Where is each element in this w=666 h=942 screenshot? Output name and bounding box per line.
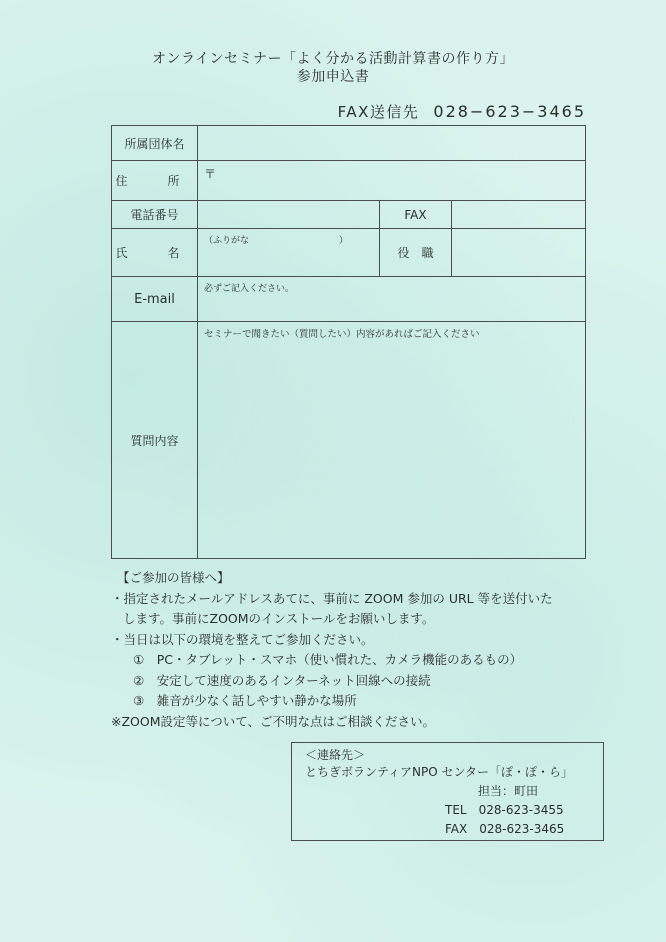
name-field[interactable]	[198, 229, 380, 277]
contact-tel: TEL 028-623-3455	[445, 803, 564, 817]
org-field[interactable]	[198, 126, 586, 161]
zoom-note: ※ZOOM設定等について、ご不明な点はご相談ください。	[111, 713, 436, 729]
email-note: 必ずご記入ください。	[204, 284, 295, 294]
address-label: 住 所	[112, 161, 198, 201]
furigana-note: （ふりがな ）	[204, 236, 349, 246]
address-field[interactable]	[198, 161, 586, 201]
fax-label: FAX	[380, 201, 452, 229]
contact-fax: FAX 028-623-3465	[445, 822, 565, 836]
question-row	[112, 322, 586, 559]
note-bullet-environment: ・当日は以下の環境を整えてご参加ください。	[111, 631, 374, 647]
email-row	[112, 277, 586, 322]
name-label: 氏 名	[112, 229, 198, 277]
contact-org: とちぎボランティアNPO センター「ぽ・ぽ・ら」	[305, 765, 574, 779]
phone-field[interactable]	[198, 201, 380, 229]
question-note: セミナーで聞きたい（質問したい）内容があればご記入ください	[204, 329, 480, 340]
email-label: E-mail	[112, 277, 198, 322]
env-item-device: ① PC・タブレット・スマホ（使い慣れた、カメラ機能のあるもの）	[133, 652, 523, 667]
fax-destination-number: 028−623−3465	[433, 102, 586, 121]
address-row	[112, 161, 586, 201]
fax-destination-label: FAX送信先	[337, 103, 420, 121]
env-item-network: ② 安定して速度のあるインターネット回線への接続	[133, 672, 431, 688]
fax-field[interactable]	[452, 201, 586, 229]
role-field[interactable]	[452, 229, 586, 277]
application-form-table	[111, 125, 586, 559]
note-bullet-url-line2: します。事前にZOOMのインストールをお願いします。	[123, 611, 435, 626]
name-row	[112, 229, 586, 277]
contact-box	[291, 742, 604, 841]
fax-destination	[338, 101, 586, 122]
form-title: オンラインセミナー「よく分かる活動計算書の作り方」	[151, 51, 515, 67]
org-label: 所属団体名	[112, 126, 198, 161]
contact-person: 担当：町田	[478, 784, 539, 798]
email-field[interactable]	[198, 277, 586, 322]
org-row	[112, 126, 586, 161]
postal-mark: 〒	[204, 167, 217, 181]
form-subtitle: 参加申込書	[296, 69, 370, 85]
note-bullet-url-line1: ・指定されたメールアドレスあてに、事前に ZOOM 参加の URL 等を送付いた	[111, 590, 553, 606]
phone-label: 電話番号	[112, 201, 198, 229]
env-item-quiet-place: ③ 雑音が少なく話しやすい静かな場所	[133, 693, 357, 708]
role-label: 役 職	[380, 229, 452, 277]
question-label: 質問内容	[112, 322, 198, 559]
question-field[interactable]	[198, 322, 586, 559]
participant-notes	[111, 568, 553, 732]
notes-heading: 【ご参加の皆様へ】	[117, 570, 230, 585]
contact-heading: ＜連絡先＞	[305, 748, 366, 762]
phone-row	[112, 201, 586, 229]
